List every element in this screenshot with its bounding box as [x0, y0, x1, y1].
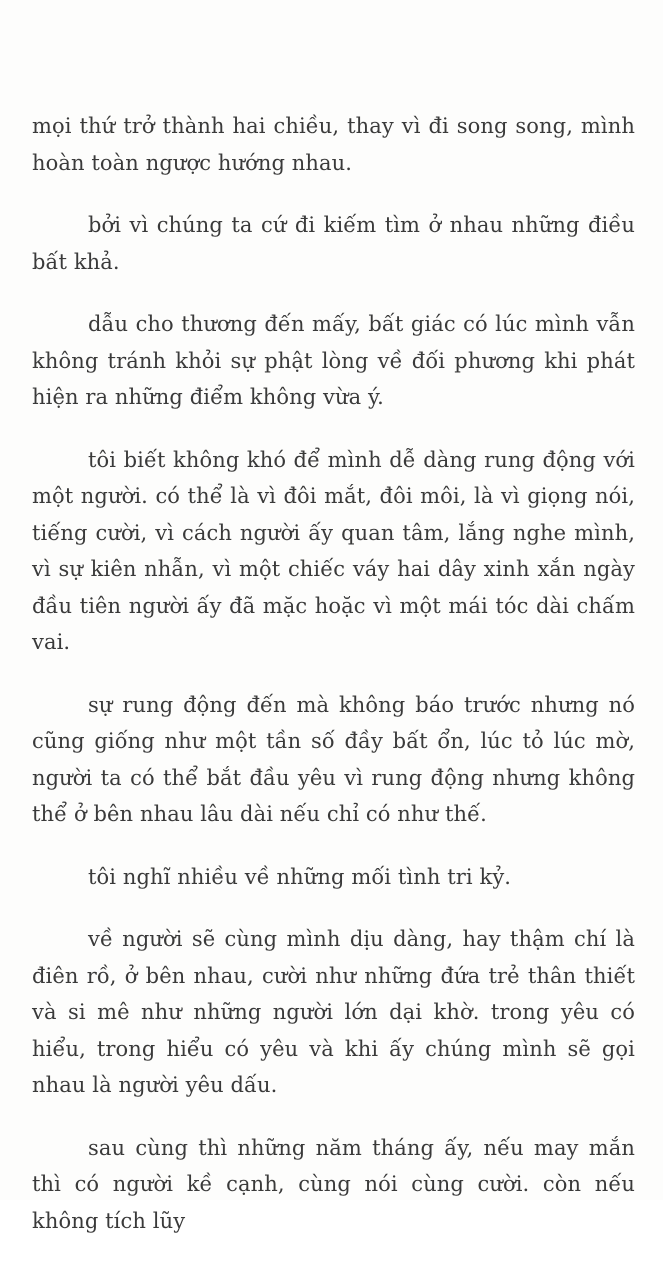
paragraph-1: mọi thứ trở thành hai chiều, thay vì đi song song, mình hoàn toàn ngược hướng nhau.: [32, 114, 635, 175]
page-text: [32, 108, 635, 1265]
paragraph-3: dẫu cho thương đến mấy, bất giác có lúc mình vẫn không tránh khỏi sự phật lòng về đối phương khi phát hiện ra những điểm không vừa ý.: [32, 312, 635, 409]
paragraph-2: bởi vì chúng ta cứ đi kiếm tìm ở nhau những điều bất khả.: [32, 213, 635, 274]
paragraph-8: sau cùng thì những năm tháng ấy, nếu may mắn thì có người kề cạnh, cùng nói cùng cười. còn nếu không tích lũy: [32, 1135, 635, 1233]
paragraph-4: tôi biết không khó để mình dễ dàng rung động với một người. có thể là vì đôi mắt, đôi môi, là vì giọng nói, tiếng cười, vì cách người ấy quan tâm, lắng nghe mình, vì sự kiên nhẫn, vì một chiếc váy hai dây xinh xắn ngày đầu tiên người ấy đã mặc hoặc vì một mái tóc dài chấm vai.: [32, 447, 635, 654]
paragraph-6: tôi nghĩ nhiều về những mối tình tri kỷ.: [88, 864, 512, 889]
paragraph-5: sự rung động đến mà không báo trước nhưng nó cũng giống như một tần số đầy bất ổn, lúc tỏ lúc mờ, người ta có thể bắt đầu yêu vì rung động nhưng không thể ở bên nhau lâu dài nếu chỉ có như thế.: [32, 692, 635, 826]
paragraph-7: về người sẽ cùng mình dịu dàng, hay thậm chí là điên rồ, ở bên nhau, cười như những đứa trẻ thân thiết và si mê như những người lớn dại khờ. trong yêu có hiểu, trong hiểu có yêu và khi ấy chúng mình sẽ gọi nhau là người yêu dấu.: [32, 927, 635, 1097]
